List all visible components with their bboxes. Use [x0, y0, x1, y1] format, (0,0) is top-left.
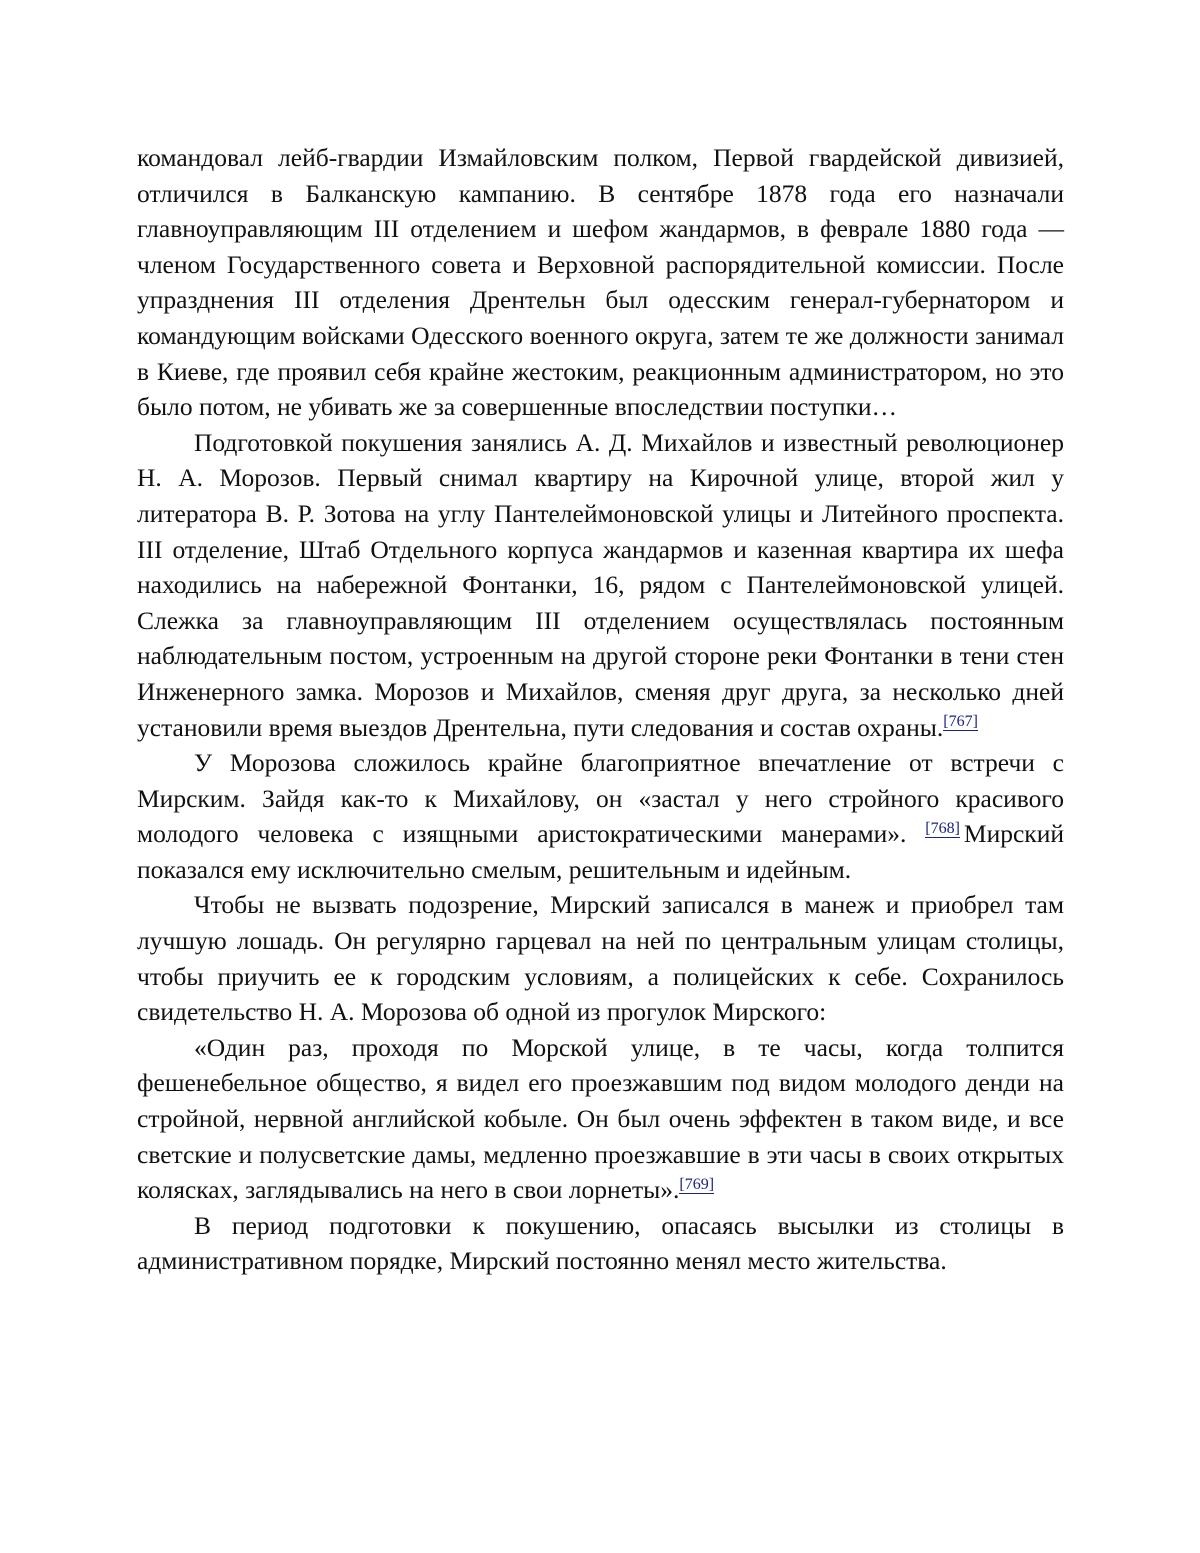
paragraph-4: [137, 887, 1064, 1029]
paragraph-1-text: командовал лейб-гвардии Измайловским полком, Первой гвардейской дивизией, отличился в Балканскую кампанию. В сентябре 1878 года его назначали главноуправляющим III отделением и шефом жандармов, в феврале 1880 года — членом Государственного совета и Верховной распорядительной комиссии. После упразднения III отделения Дрентельн был одесским генерал-губернатором и командующим войсками Одесского военного округа, затем те же должности занимал в Киеве, где проявил себя крайне жестоким, реакционным администратором, но это было потом, не убивать же за совершенные впоследствии поступки…: [137, 143, 1064, 422]
paragraph-3-text-after: Мирский показался ему исключительно смелым, решительным и идейным.: [137, 819, 1064, 884]
paragraph-5: [137, 1030, 1064, 1208]
paragraph-5-text: «Один раз, проходя по Морской улице, в те часы, когда толпится фешенебельное общество, я видел его проезжавшим под видом молодого денди на стройной, нервной английской кобыле. Он был очень эффектен в таком виде, и все светские и полусветские дамы, медленно проезжавшие в эти часы в своих открытых колясках, заглядывались на него в свои лорнеты».: [137, 1032, 1064, 1205]
page-text-body: [137, 140, 1064, 1279]
paragraph-2: [137, 425, 1064, 745]
paragraph-3: [137, 745, 1064, 887]
footnote-link-769[interactable]: [769]: [679, 1175, 715, 1193]
paragraph-3-text-before: У Морозова сложилось крайне благоприятное впечатление от встречи с Мирским. Зайдя как-то к Михайлову, он «застал у него стройного красивого молодого человека с изящными аристократическими манерами».: [137, 748, 1064, 849]
paragraph-4-text: Чтобы не вызвать подозрение, Мирский записался в манеж и приобрел там лучшую лошадь. Он регулярно гарцевал на ней по центральным улицам столицы, чтобы приучить ее к городским условиям, а полицейских к себе. Сохранилось свидетельство Н. А. Морозова об одной из прогулок Мирского:: [137, 890, 1064, 1027]
paragraph-1: [137, 140, 1064, 425]
paragraph-6: [137, 1208, 1064, 1279]
paragraph-6-text: В период подготовки к покушению, опасаясь высылки из столицы в административном порядке, Мирский постоянно менял место жительства.: [137, 1210, 1064, 1276]
footnote-link-768[interactable]: [768]: [925, 819, 960, 837]
paragraph-2-text: Подготовкой покушения занялись А. Д. Михайлов и известный революционер Н. А. Морозов. Первый снимал квартиру на Кирочной улице, второй жил у литератора В. Р. Зотова на углу Пантелеймоновской улицы и Литейного проспекта. III отделение, Штаб Отдельного корпуса жандармов и казенная квартира их шефа находились на набережной Фонтанки, 16, рядом с Пантелеймоновской улицей. Слежка за главноуправляющим III отделением осуществлялась постоянным наблюдательным постом, устроенным на другой стороне реки Фонтанки в тени стен Инженерного замка. Морозов и Михайлов, сменяя друг друга, за несколько дней установили время выездов Дрентельна, пути следования и состав охраны.: [137, 427, 1064, 742]
footnote-link-767[interactable]: [767]: [943, 713, 978, 730]
